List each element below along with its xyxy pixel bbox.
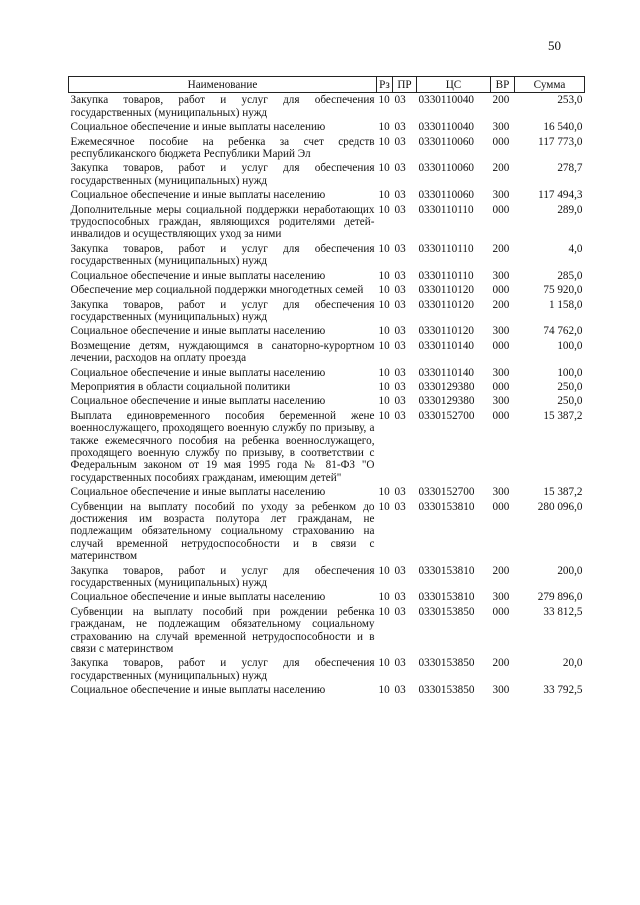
table-row (69, 161, 585, 188)
row-sum: 75 920,0 (543, 284, 583, 297)
row-name: Социальное обеспечение и иные выплаты населению (70, 395, 326, 408)
row-sum: 100,0 (557, 366, 583, 379)
row-cs: 0330129380 (418, 380, 475, 393)
table-row (69, 683, 585, 697)
row-pr: 03 (394, 135, 406, 148)
row-cs: 0330110120 (418, 284, 475, 297)
row-name: Субвенции на выплату пособий при рождении ребенка гражданам, не подлежащим обязательному социальному страхованию на случай временной нетрудоспособности и в связи с материнством (70, 605, 375, 656)
row-rz: 10 (378, 242, 390, 255)
row-vr: 200 (492, 564, 510, 577)
row-pr: 03 (394, 366, 406, 379)
row-name: Выплата единовременного пособия беременной жене военнослужащего, проходящего военную службу по призыву, а также ежемесячного пособия на ребенка военнослужащего, проходящего военную службу по призыву, в соответствии с Федеральным законом от 19 мая 1995 года № 81-ФЗ "О государственных пособиях гражданам, имеющим детей" (70, 409, 375, 484)
row-rz: 10 (378, 684, 390, 697)
header-vr: ВР (491, 77, 515, 93)
row-cs: 0330129380 (418, 395, 475, 408)
row-vr: 300 (492, 189, 510, 202)
row-pr: 03 (394, 500, 406, 513)
row-rz: 10 (378, 605, 390, 618)
row-rz: 10 (378, 284, 390, 297)
row-rz: 10 (378, 395, 390, 408)
row-cs: 0330153810 (418, 564, 475, 577)
row-sum: 74 762,0 (543, 325, 583, 338)
row-rz: 10 (378, 366, 390, 379)
row-name: Обеспечение мер социальной поддержки многодетных семей (70, 284, 364, 297)
row-rz: 10 (378, 325, 390, 338)
row-pr: 03 (394, 298, 406, 311)
row-vr: 200 (492, 298, 510, 311)
row-sum: 200,0 (557, 564, 583, 577)
row-sum: 117 773,0 (538, 135, 583, 148)
row-cs: 0330153850 (418, 605, 475, 618)
row-pr: 03 (394, 339, 406, 352)
row-rz: 10 (378, 339, 390, 352)
row-vr: 000 (492, 380, 510, 393)
row-vr: 000 (492, 135, 510, 148)
row-vr: 200 (492, 242, 510, 255)
row-rz: 10 (378, 162, 390, 175)
row-sum: 280 096,0 (537, 500, 583, 513)
row-cs: 0330152700 (418, 486, 475, 499)
header-pr: ПР (393, 77, 417, 93)
row-cs: 0330110060 (418, 189, 475, 202)
row-vr: 300 (492, 366, 510, 379)
row-rz: 10 (378, 269, 390, 282)
row-sum: 278,7 (557, 162, 583, 175)
row-sum: 285,0 (557, 269, 583, 282)
row-name: Субвенции на выплату пособий по уходу за ребенком до достижения им возраста полутора лет гражданам, не подлежащим обязательному социальному страхованию на случай временной нетрудоспособности и в связи с материнством (70, 500, 375, 563)
row-name: Социальное обеспечение и иные выплаты населению (70, 684, 326, 697)
row-cs: 0330110060 (418, 135, 475, 148)
row-cs: 0330110110 (418, 269, 474, 282)
row-cs: 0330110140 (418, 339, 475, 352)
row-name: Социальное обеспечение и иные выплаты населению (70, 325, 326, 338)
row-name: Мероприятия в области социальной политики (70, 380, 291, 393)
header-cs: ЦС (417, 77, 491, 93)
table-row (69, 366, 585, 380)
header-name: Наименование (69, 77, 377, 93)
table-row (69, 135, 585, 162)
table-body (69, 93, 585, 698)
row-name: Закупка товаров, работ и услуг для обеспечения государственных (муниципальных) нужд (70, 298, 375, 323)
row-name: Социальное обеспечение и иные выплаты населению (70, 366, 326, 379)
row-cs: 0330110040 (418, 94, 475, 107)
row-vr: 000 (492, 203, 510, 216)
row-name: Социальное обеспечение и иные выплаты населению (70, 121, 326, 134)
row-rz: 10 (378, 135, 390, 148)
row-name: Закупка товаров, работ и услуг для обеспечения государственных (муниципальных) нужд (70, 242, 375, 268)
table-row (69, 324, 585, 338)
row-sum: 15 387,2 (543, 409, 583, 422)
row-pr: 03 (394, 162, 406, 175)
table-row (69, 380, 585, 394)
row-vr: 300 (492, 325, 510, 338)
table-row (69, 485, 585, 499)
row-pr: 03 (394, 121, 406, 134)
row-pr: 03 (394, 591, 406, 604)
page-number: 50 (548, 38, 561, 53)
row-rz: 10 (378, 298, 390, 311)
table-row (69, 394, 585, 408)
row-sum: 117 494,3 (538, 189, 583, 202)
row-cs: 0330110040 (418, 121, 475, 134)
row-pr: 03 (394, 657, 406, 670)
row-rz: 10 (378, 486, 390, 499)
row-pr: 03 (394, 684, 406, 697)
row-pr: 03 (394, 242, 406, 255)
row-rz: 10 (378, 380, 390, 393)
row-name: Дополнительные меры социальной поддержки неработающих трудоспособных граждан, являющихся родителями детей-инвалидов и осуществляющих уход за ними (70, 203, 375, 241)
row-pr: 03 (394, 409, 406, 422)
row-vr: 200 (492, 94, 510, 107)
table-row (69, 120, 585, 134)
row-name: Закупка товаров, работ и услуг для обеспечения государственных (муниципальных) нужд (70, 162, 375, 187)
row-sum: 289,0 (557, 203, 583, 216)
table-row (69, 590, 585, 604)
table-row (69, 605, 585, 657)
row-name: Закупка товаров, работ и услуг для обеспечения государственных (муниципальных) нужд (70, 94, 375, 119)
row-name: Закупка товаров, работ и услуг для обеспечения государственных (муниципальных) нужд (70, 564, 375, 590)
table-row (69, 188, 585, 202)
row-vr: 300 (492, 395, 510, 408)
row-rz: 10 (378, 591, 390, 604)
row-sum: 4,0 (568, 242, 583, 255)
row-pr: 03 (394, 380, 406, 393)
row-cs: 0330110140 (418, 366, 475, 379)
row-vr: 000 (492, 409, 510, 422)
row-cs: 0330152700 (418, 409, 475, 422)
row-cs: 0330110060 (418, 162, 475, 175)
row-name: Социальное обеспечение и иные выплаты населению (70, 486, 326, 499)
row-sum: 250,0 (557, 395, 583, 408)
row-vr: 300 (492, 684, 510, 697)
header-rz: Рз (377, 77, 393, 93)
row-sum: 279 896,0 (537, 591, 583, 604)
table-row (69, 656, 585, 683)
row-cs: 0330153850 (418, 684, 475, 697)
row-pr: 03 (394, 325, 406, 338)
row-vr: 300 (492, 486, 510, 499)
row-vr: 300 (492, 121, 510, 134)
row-cs: 0330110120 (418, 298, 475, 311)
row-cs: 0330110110 (418, 242, 474, 255)
row-name: Социальное обеспечение и иные выплаты населению (70, 591, 326, 604)
row-sum: 33 792,5 (543, 684, 583, 697)
table-header (69, 77, 585, 93)
row-sum: 15 387,2 (543, 486, 583, 499)
row-vr: 000 (492, 339, 510, 352)
header-sum: Сумма (515, 77, 585, 93)
row-cs: 0330153810 (418, 500, 475, 513)
table-row (69, 298, 585, 325)
table-row (69, 409, 585, 485)
row-sum: 20,0 (562, 657, 583, 670)
table-row (69, 242, 585, 269)
row-pr: 03 (394, 203, 406, 216)
row-name: Закупка товаров, работ и услуг для обеспечения государственных (муниципальных) нужд (70, 657, 375, 682)
row-pr: 03 (394, 486, 406, 499)
row-sum: 1 158,0 (548, 298, 583, 311)
row-pr: 03 (394, 564, 406, 577)
row-name: Ежемесячное пособие на ребенка за счет средств республиканского бюджета Республики Марий Эл (70, 135, 375, 161)
row-sum: 253,0 (557, 94, 583, 107)
row-name: Социальное обеспечение и иные выплаты населению (70, 189, 326, 202)
row-sum: 100,0 (557, 339, 583, 352)
row-pr: 03 (394, 189, 406, 202)
table-row (69, 269, 585, 283)
row-vr: 300 (492, 269, 510, 282)
row-rz: 10 (378, 500, 390, 513)
row-cs: 0330110120 (418, 325, 475, 338)
header-row (69, 77, 585, 93)
row-name: Возмещение детям, нуждающимся в санаторно-курортном лечении, расходов на оплату проезда (70, 339, 375, 365)
row-sum: 33 812,5 (543, 605, 583, 618)
table-row (69, 283, 585, 297)
row-rz: 10 (378, 409, 390, 422)
row-rz: 10 (378, 657, 390, 670)
row-name: Социальное обеспечение и иные выплаты населению (70, 269, 326, 282)
row-vr: 200 (492, 657, 510, 670)
row-vr: 000 (492, 500, 510, 513)
row-sum: 16 540,0 (543, 121, 583, 134)
row-vr: 200 (492, 162, 510, 175)
row-vr: 000 (492, 284, 510, 297)
row-rz: 10 (378, 564, 390, 577)
row-rz: 10 (378, 203, 390, 216)
budget-table (68, 76, 585, 698)
row-sum: 250,0 (557, 380, 583, 393)
table-row (69, 500, 585, 564)
row-pr: 03 (394, 94, 406, 107)
table-row (69, 339, 585, 366)
row-pr: 03 (394, 269, 406, 282)
table-row (69, 564, 585, 591)
row-vr: 300 (492, 591, 510, 604)
row-rz: 10 (378, 121, 390, 134)
row-rz: 10 (378, 189, 390, 202)
row-rz: 10 (378, 94, 390, 107)
table-row (69, 203, 585, 242)
row-cs: 0330153850 (418, 657, 475, 670)
row-pr: 03 (394, 395, 406, 408)
table-row (69, 93, 585, 120)
row-pr: 03 (394, 284, 406, 297)
row-cs: 0330110110 (418, 203, 474, 216)
row-vr: 000 (492, 605, 510, 618)
row-pr: 03 (394, 605, 406, 618)
row-cs: 0330153810 (418, 591, 475, 604)
